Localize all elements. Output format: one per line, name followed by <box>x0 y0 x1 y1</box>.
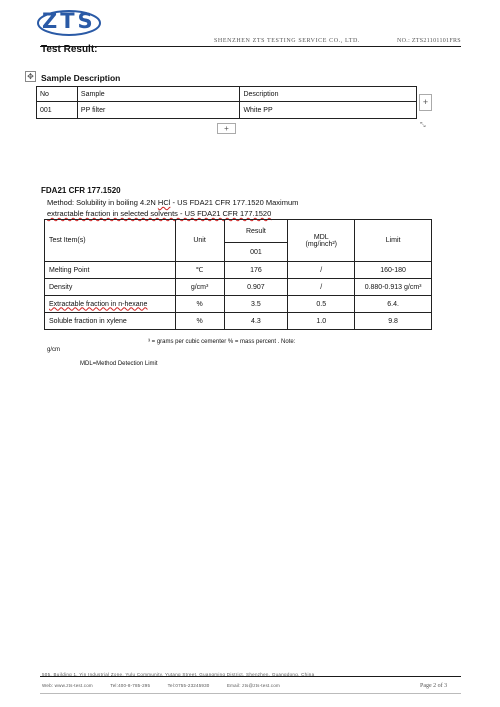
company-name: SHENZHEN ZTS TESTING SERVICE CO., LTD. <box>214 38 360 44</box>
cell-item: Extractable fraction in n-hexane <box>45 296 176 313</box>
method-line-2: extractable fraction in selected solvents - US FDA21 CFR 177.1520 <box>47 209 272 218</box>
footer-tel: Tel:400-8-785-295 <box>110 683 151 688</box>
cell-limit: 0.880-0.913 g/cm³ <box>355 279 432 296</box>
cell-item: Soluble fraction in xylene <box>45 313 176 330</box>
table-resize-handle-icon[interactable]: ⤡ <box>420 122 426 129</box>
cell-limit: 9.8 <box>355 313 432 330</box>
footer-divider <box>40 676 461 677</box>
logo-text: ZTS <box>42 9 96 33</box>
table-row <box>45 262 432 279</box>
header-mdl-label: MDL <box>313 233 329 241</box>
header-unit: Unit <box>175 220 224 262</box>
add-row-button[interactable]: + <box>217 123 236 134</box>
footer-contact <box>42 683 296 688</box>
footer-email: Email: zts@zts-test.com <box>226 683 280 688</box>
header-divider <box>40 46 461 47</box>
footer-tel2: Tel:0755-23245930 <box>167 683 210 688</box>
cell-unit: % <box>175 313 224 330</box>
page-number: Page 2 of 3 <box>420 683 448 689</box>
header-limit: Limit <box>355 220 432 262</box>
cell-mdl: / <box>288 279 355 296</box>
cell-mdl: / <box>288 262 355 279</box>
cell-unit: g/cm³ <box>175 279 224 296</box>
sample-description-table <box>36 86 417 119</box>
document-number: NO.: ZTS21101101FRS <box>397 38 461 44</box>
footer-web: Web: www.zts-test.com <box>42 683 93 688</box>
header-mdl <box>288 220 355 262</box>
method-hcl-text: HCl <box>157 198 171 207</box>
header-test-item: Test Item(s) <box>45 220 176 262</box>
test-result-heading: Test Result: <box>41 44 98 55</box>
test-result-table <box>44 219 432 330</box>
table-header-row <box>45 220 432 243</box>
footnote-mdl: MDL=Method Detection Limit <box>80 361 158 367</box>
footer-address: 505, Building 1, Yin Industrial Zone, Yulu Community, Yutang Street, Guangming District, Shenzhen, Guangdong, China <box>42 672 315 677</box>
cell-limit: 160-180 <box>355 262 432 279</box>
cell-result: 0.907 <box>224 279 288 296</box>
table-row <box>45 279 432 296</box>
cell-result: 3.5 <box>224 296 288 313</box>
cell-item: Melting Point <box>45 262 176 279</box>
cell-result: 176 <box>224 262 288 279</box>
cell-no: 001 <box>37 102 78 119</box>
header-mdl-unit: (mg/inch²) <box>305 240 338 248</box>
method-text-end: - US FDA21 CFR 177.1520 Maximum <box>170 198 299 207</box>
cell-mdl: 0.5 <box>288 296 355 313</box>
method-line-1 <box>47 198 298 207</box>
cell-unit: ℃ <box>175 262 224 279</box>
footnote-units-cont: g/cm <box>47 347 61 353</box>
sample-description-title: Sample Description <box>41 73 121 83</box>
method-text: Method: Solubility in boiling 4.2N <box>47 198 158 207</box>
table-row <box>37 102 417 119</box>
footer-bottom-divider <box>40 693 461 694</box>
table-move-handle-icon[interactable]: ✥ <box>25 71 36 82</box>
cell-description: White PP <box>240 102 417 119</box>
cell-sample: PP filter <box>77 102 240 119</box>
footnote-units: ³ = grams per cubic cementer % = mass percent . Note: <box>148 339 296 345</box>
cell-unit: % <box>175 296 224 313</box>
header-no: No <box>37 87 78 102</box>
table-row <box>45 296 432 313</box>
header-description: Description <box>240 87 417 102</box>
table-header-row <box>37 87 417 102</box>
cell-mdl: 1.0 <box>288 313 355 330</box>
fda-section-title: FDA21 CFR 177.1520 <box>41 186 121 195</box>
header-result: Result <box>224 220 288 243</box>
header-sample: Sample <box>77 87 240 102</box>
header-result-sample: 001 <box>224 243 288 262</box>
cell-result: 4.3 <box>224 313 288 330</box>
cell-item: Density <box>45 279 176 296</box>
add-column-button[interactable]: + <box>419 94 432 111</box>
cell-limit: 6.4. <box>355 296 432 313</box>
table-row <box>45 313 432 330</box>
